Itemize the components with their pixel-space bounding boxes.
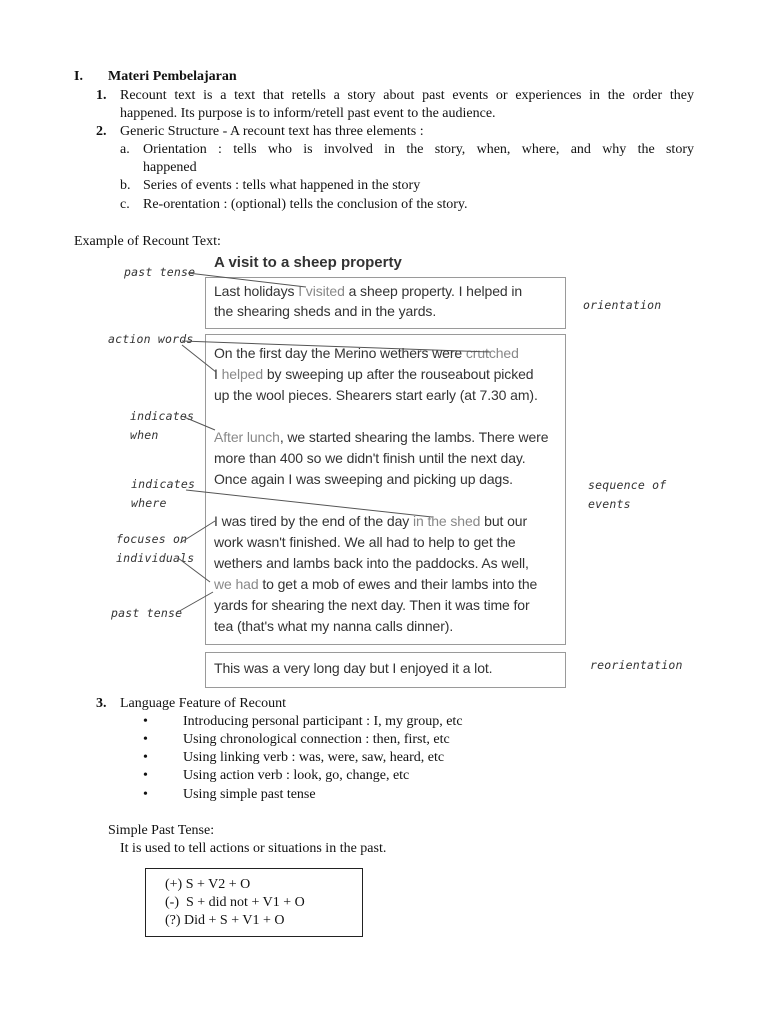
bullet-text: Introducing personal participant : I, my group, etc xyxy=(183,714,463,729)
bullet-text: Using simple past tense xyxy=(183,787,316,802)
formula-line: (+) S + V2 + O xyxy=(165,877,251,892)
annotation-line xyxy=(186,490,432,517)
section-title: Materi Pembelajaran xyxy=(108,69,237,84)
formula-line: (?) Did + S + V1 + O xyxy=(165,913,285,928)
events-line: I was tired by the end of the day in the shed but our xyxy=(214,513,528,529)
annotation-indicates-where: where xyxy=(131,496,167,510)
annotation-past-tense: past tense xyxy=(124,265,196,279)
orientation-line: the shearing sheds and in the yards. xyxy=(214,303,437,319)
item-text: Generic Structure - A recount text has three elements : xyxy=(120,124,424,139)
events-line: we had to get a mob of ewes and their lambs into the xyxy=(214,576,538,592)
item-text-line: happened. Its purpose is to inform/retell past event to the audience. xyxy=(120,106,496,121)
annotation-indicates-where: indicates xyxy=(131,477,196,491)
annotation-focuses: focuses on xyxy=(116,532,188,546)
bullet-text: Using chronological connection : then, first, etc xyxy=(183,732,450,747)
sub-item-letter: a. xyxy=(120,142,130,157)
bullet-icon: • xyxy=(143,714,148,729)
bullet-icon: • xyxy=(143,732,148,747)
annotation-orientation: orientation xyxy=(583,298,662,312)
simple-past-description: It is used to tell actions or situations in the past. xyxy=(120,841,387,856)
sub-item-letter: b. xyxy=(120,178,131,193)
item-text-line: Recount text is a text that retells a story about past events or experiences in the order they xyxy=(120,88,694,103)
bullet-icon: • xyxy=(143,750,148,765)
events-line: tea (that's what my nanna calls dinner). xyxy=(214,618,454,634)
annotation-indicates-when: indicates xyxy=(130,409,195,423)
events-line: Once again I was sweeping and picking up dags. xyxy=(214,471,513,487)
formula-line: (-) S + did not + V1 + O xyxy=(165,895,305,910)
item-number: 2. xyxy=(96,124,107,139)
annotation-line xyxy=(182,341,490,352)
sub-item-text: Re-orentation : (optional) tells the conclusion of the story. xyxy=(143,197,468,212)
annotation-line xyxy=(188,273,306,287)
orientation-line: Last holidays I visited a sheep property. I helped in xyxy=(214,283,523,299)
events-line: On the first day the Merino wethers were crutched xyxy=(214,345,519,361)
annotation-sequence: events xyxy=(588,497,631,511)
sub-item-text: Orientation : tells who is involved in the story, when, where, and why the story xyxy=(143,142,694,157)
simple-past-title: Simple Past Tense: xyxy=(108,823,215,838)
events-line: more than 400 so we didn't finish until the next day. xyxy=(214,450,526,466)
item-number: 1. xyxy=(96,88,107,103)
annotation-line xyxy=(176,592,213,613)
language-feature-title: Language Feature of Recount xyxy=(120,696,286,711)
annotation-sequence: sequence of xyxy=(588,478,667,492)
bullet-text: Using action verb : look, go, change, etc xyxy=(183,768,410,783)
example-label: Example of Recount Text: xyxy=(74,234,221,249)
events-line: work wasn't finished. We all had to help to get the xyxy=(214,534,516,550)
section-numeral: I. xyxy=(74,69,83,84)
annotation-reorientation: reorientation xyxy=(590,658,683,672)
example-title: A visit to a sheep property xyxy=(214,254,402,271)
bullet-icon: • xyxy=(143,787,148,802)
annotation-indicates-when: when xyxy=(130,428,159,442)
events-line: I helped by sweeping up after the rouseabout picked xyxy=(214,366,534,382)
reorientation-line: This was a very long day but I enjoyed it a lot. xyxy=(214,660,493,676)
annotation-past-tense: past tense xyxy=(111,606,183,620)
sub-item-text: Series of events : tells what happened in the story xyxy=(143,178,421,193)
annotation-line xyxy=(184,417,215,430)
events-line: yards for shearing the next day. Then it was time for xyxy=(214,597,530,613)
sub-item-text: happened xyxy=(143,160,197,175)
annotation-line xyxy=(178,558,210,582)
events-line: After lunch, we started shearing the lambs. There were xyxy=(214,429,549,445)
events-line: up the wool pieces. Shearers start early (at 7.30 am). xyxy=(214,387,538,403)
annotation-focuses: individuals xyxy=(116,551,195,565)
annotation-line xyxy=(182,345,216,372)
item-number: 3. xyxy=(96,696,107,711)
annotation-action-words: action words xyxy=(108,332,194,346)
bullet-icon: • xyxy=(143,768,148,783)
annotation-line xyxy=(180,521,215,543)
events-line: wethers and lambs back into the paddocks. As well, xyxy=(214,555,529,571)
bullet-text: Using linking verb : was, were, saw, heard, etc xyxy=(183,750,445,765)
sub-item-letter: c. xyxy=(120,197,130,212)
